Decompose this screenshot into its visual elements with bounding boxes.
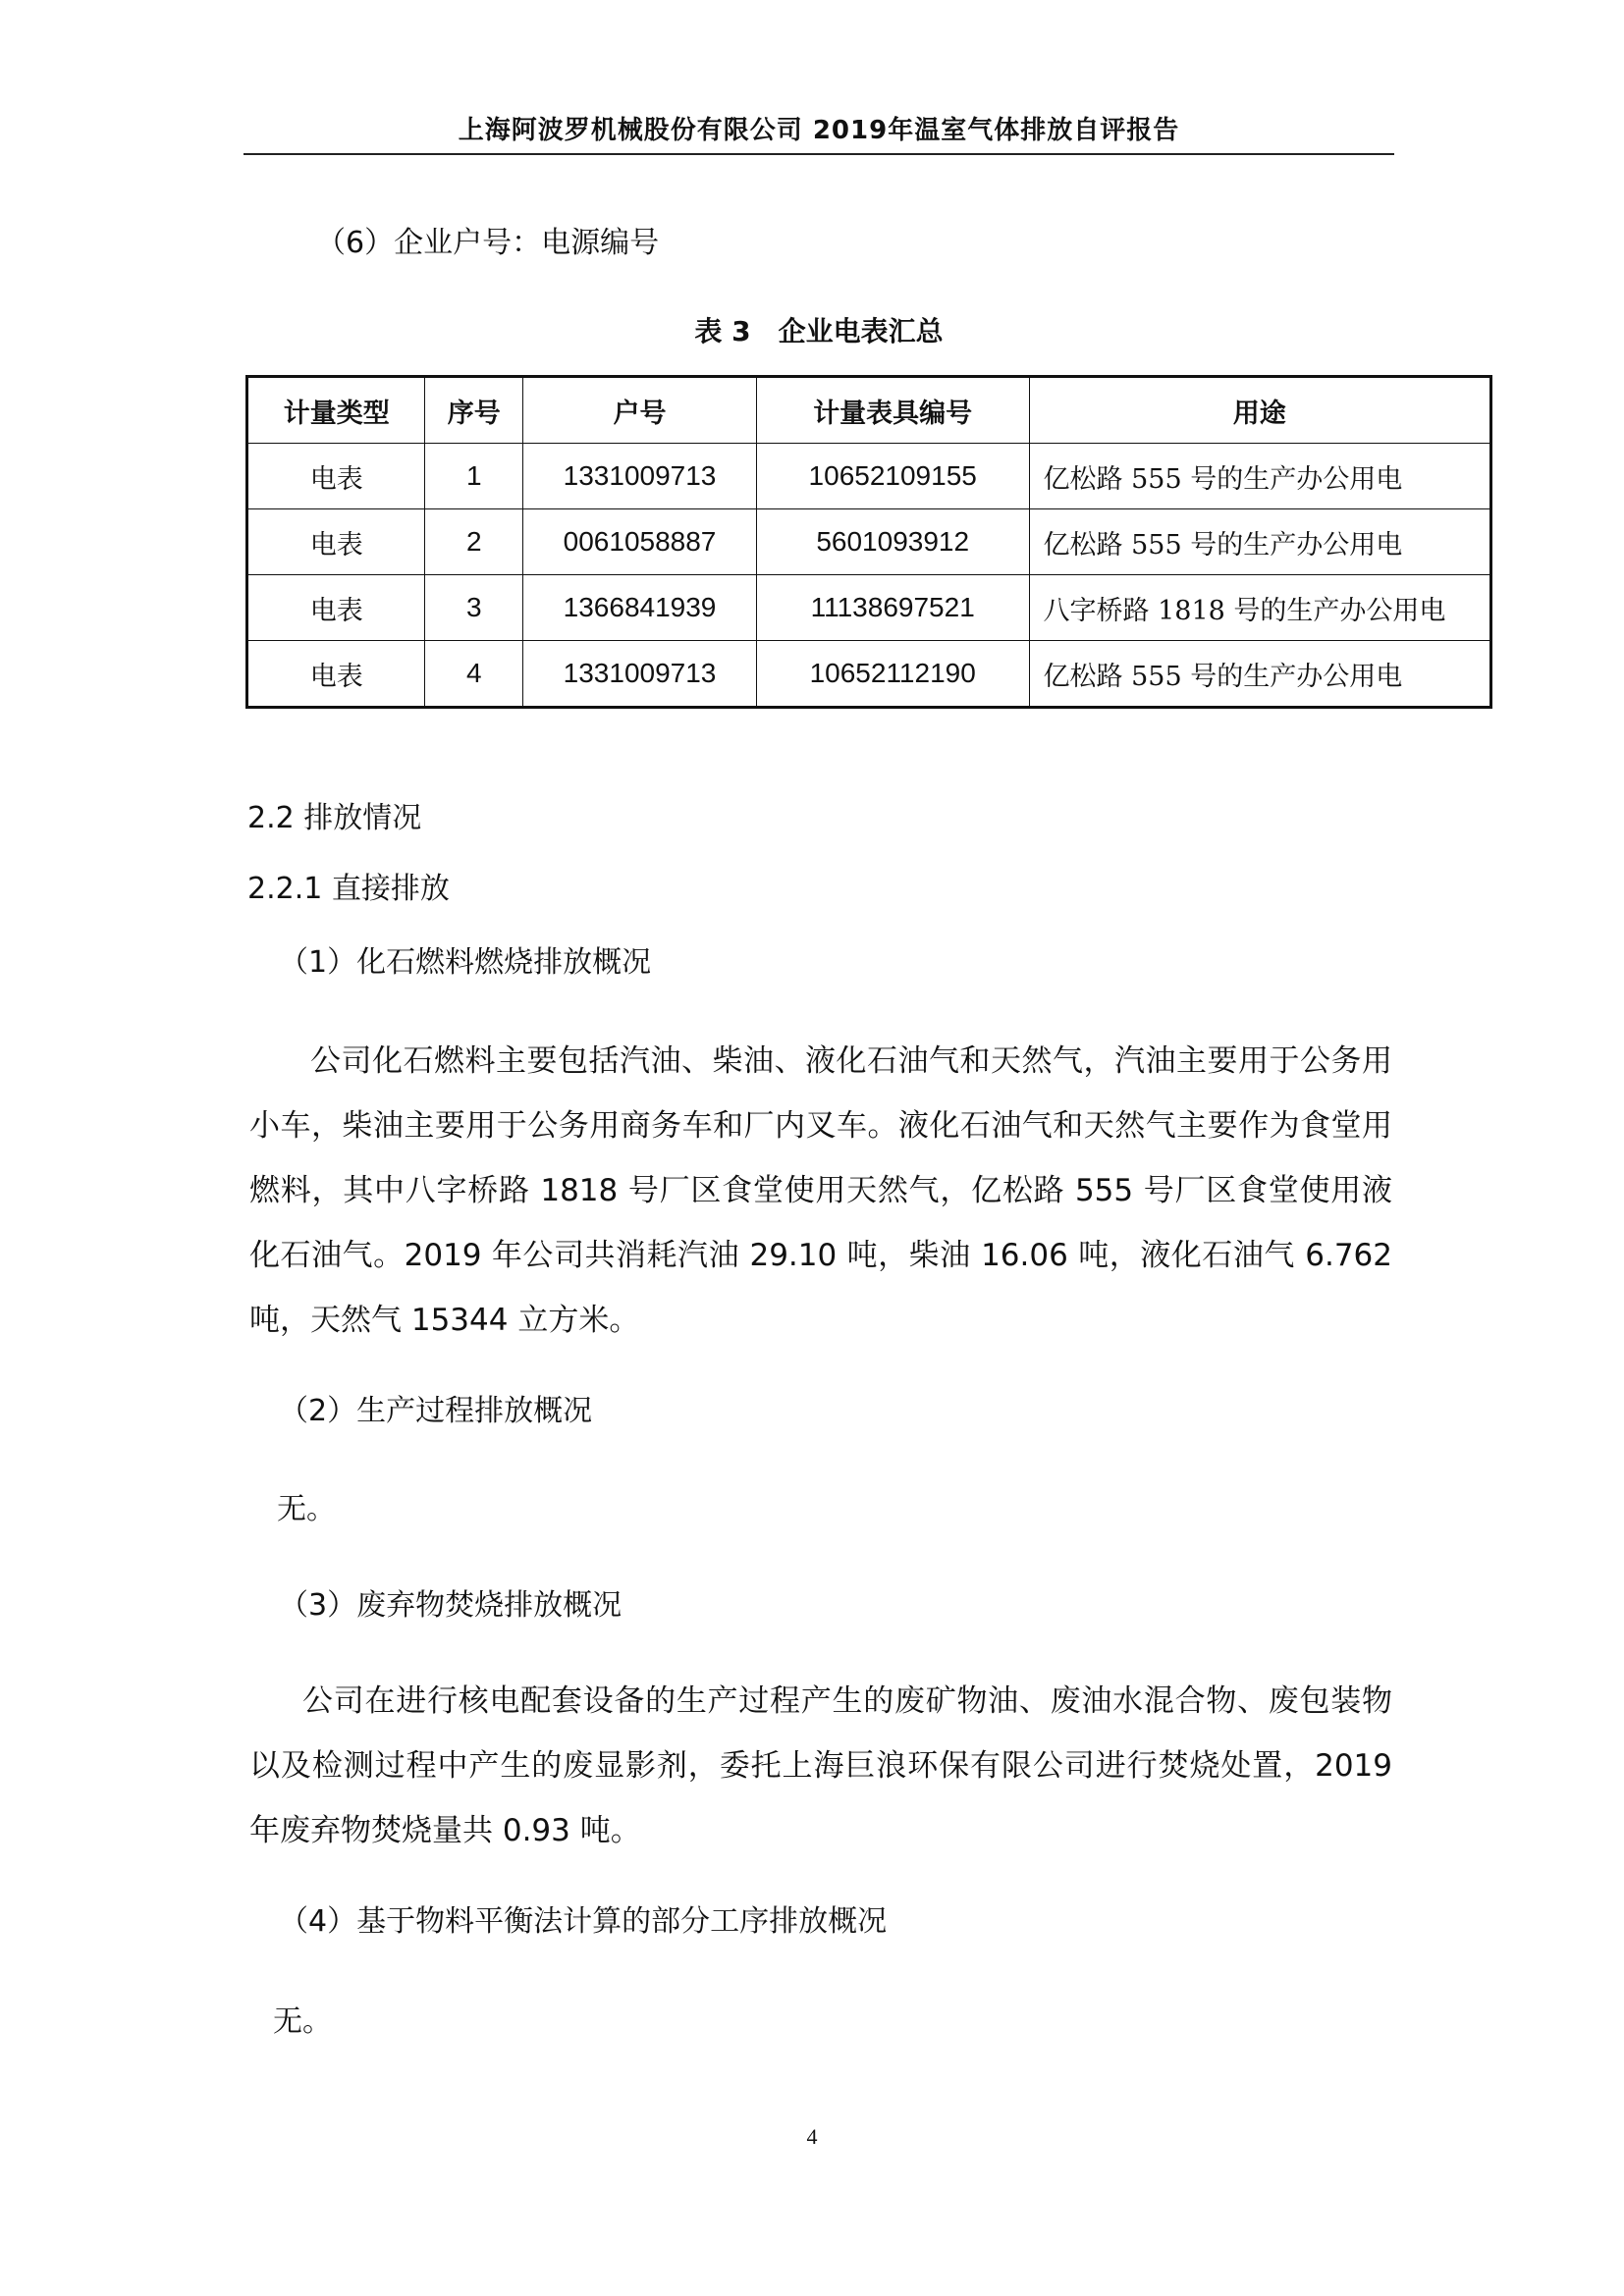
text-none-material: 无。 <box>273 2004 332 2039</box>
cell-meter-number: 10652109155 <box>756 444 1029 509</box>
heading-2-2-1: 2.2.1 直接排放 <box>247 872 450 906</box>
table-row <box>247 575 1491 641</box>
page-number: 4 <box>806 2124 818 2149</box>
cell-account: 0061058887 <box>523 509 757 575</box>
cell-meter-number: 10652112190 <box>756 641 1029 708</box>
cell-seq: 2 <box>425 509 523 575</box>
cell-account: 1366841939 <box>523 575 757 641</box>
subheading-process: （2）生产过程排放概况 <box>279 1394 593 1428</box>
page-header: 上海阿波罗机械股份有限公司 2019年温室气体排放自评报告 <box>458 116 1180 145</box>
table-row <box>247 444 1491 509</box>
cell-meter-number: 11138697521 <box>756 575 1029 641</box>
table-row <box>247 641 1491 708</box>
header-usage: 用途 <box>1029 377 1491 444</box>
cell-usage: 八字桥路 1818 号的生产办公用电 <box>1029 575 1491 641</box>
cell-seq: 1 <box>425 444 523 509</box>
cell-seq: 3 <box>425 575 523 641</box>
header-meter-type: 计量类型 <box>247 377 425 444</box>
header-meter-number: 计量表具编号 <box>756 377 1029 444</box>
cell-meter-number: 5601093912 <box>756 509 1029 575</box>
subheading-waste: （3）废弃物焚烧排放概况 <box>279 1588 623 1623</box>
cell-meter-type: 电表 <box>247 509 425 575</box>
cell-usage: 亿松路 555 号的生产办公用电 <box>1029 509 1491 575</box>
paragraph-waste: 公司在进行核电配套设备的生产过程产生的废矿物油、废油水混合物、废包装物以及检测过程中产生的废显影剂，委托上海巨浪环保有限公司进行焚烧处置，2019 年废弃物焚烧量共 0.93 吨。 <box>249 1683 1392 1848</box>
cell-meter-type: 电表 <box>247 575 425 641</box>
table-caption: 表 3 企业电表汇总 <box>694 315 944 347</box>
subheading-material-balance: （4）基于物料平衡法计算的部分工序排放概况 <box>279 1904 888 1939</box>
cell-meter-type: 电表 <box>247 444 425 509</box>
item-6-heading: （6）企业户号：电源编号 <box>316 226 660 260</box>
meter-summary-table <box>245 375 1492 709</box>
subheading-fossil-fuel: （1）化石燃料燃烧排放概况 <box>279 945 652 980</box>
cell-meter-type: 电表 <box>247 641 425 708</box>
paragraph-fossil-fuel: 公司化石燃料主要包括汽油、柴油、液化石油气和天然气，汽油主要用于公务用小车，柴油主要用于公务用商务车和厂内叉车。液化石油气和天然气主要作为食堂用燃料，其中八字桥路 1818 号厂区食堂使用天然气，亿松路 555 号厂区食堂使用液化石油气。2019 年公司共消耗汽油 29.10 吨，柴油 16.06 吨，液化石油气 6.762 吨，天然气 15344 立方米。 <box>249 1043 1392 1338</box>
header-seq: 序号 <box>425 377 523 444</box>
table-header-row <box>247 377 1491 444</box>
header-account: 户号 <box>523 377 757 444</box>
cell-seq: 4 <box>425 641 523 708</box>
cell-account: 1331009713 <box>523 444 757 509</box>
table-row <box>247 509 1491 575</box>
cell-usage: 亿松路 555 号的生产办公用电 <box>1029 641 1491 708</box>
text-none-process: 无。 <box>277 1492 336 1526</box>
heading-2-2: 2.2 排放情况 <box>247 801 422 835</box>
cell-usage: 亿松路 555 号的生产办公用电 <box>1029 444 1491 509</box>
header-rule <box>244 153 1394 155</box>
cell-account: 1331009713 <box>523 641 757 708</box>
